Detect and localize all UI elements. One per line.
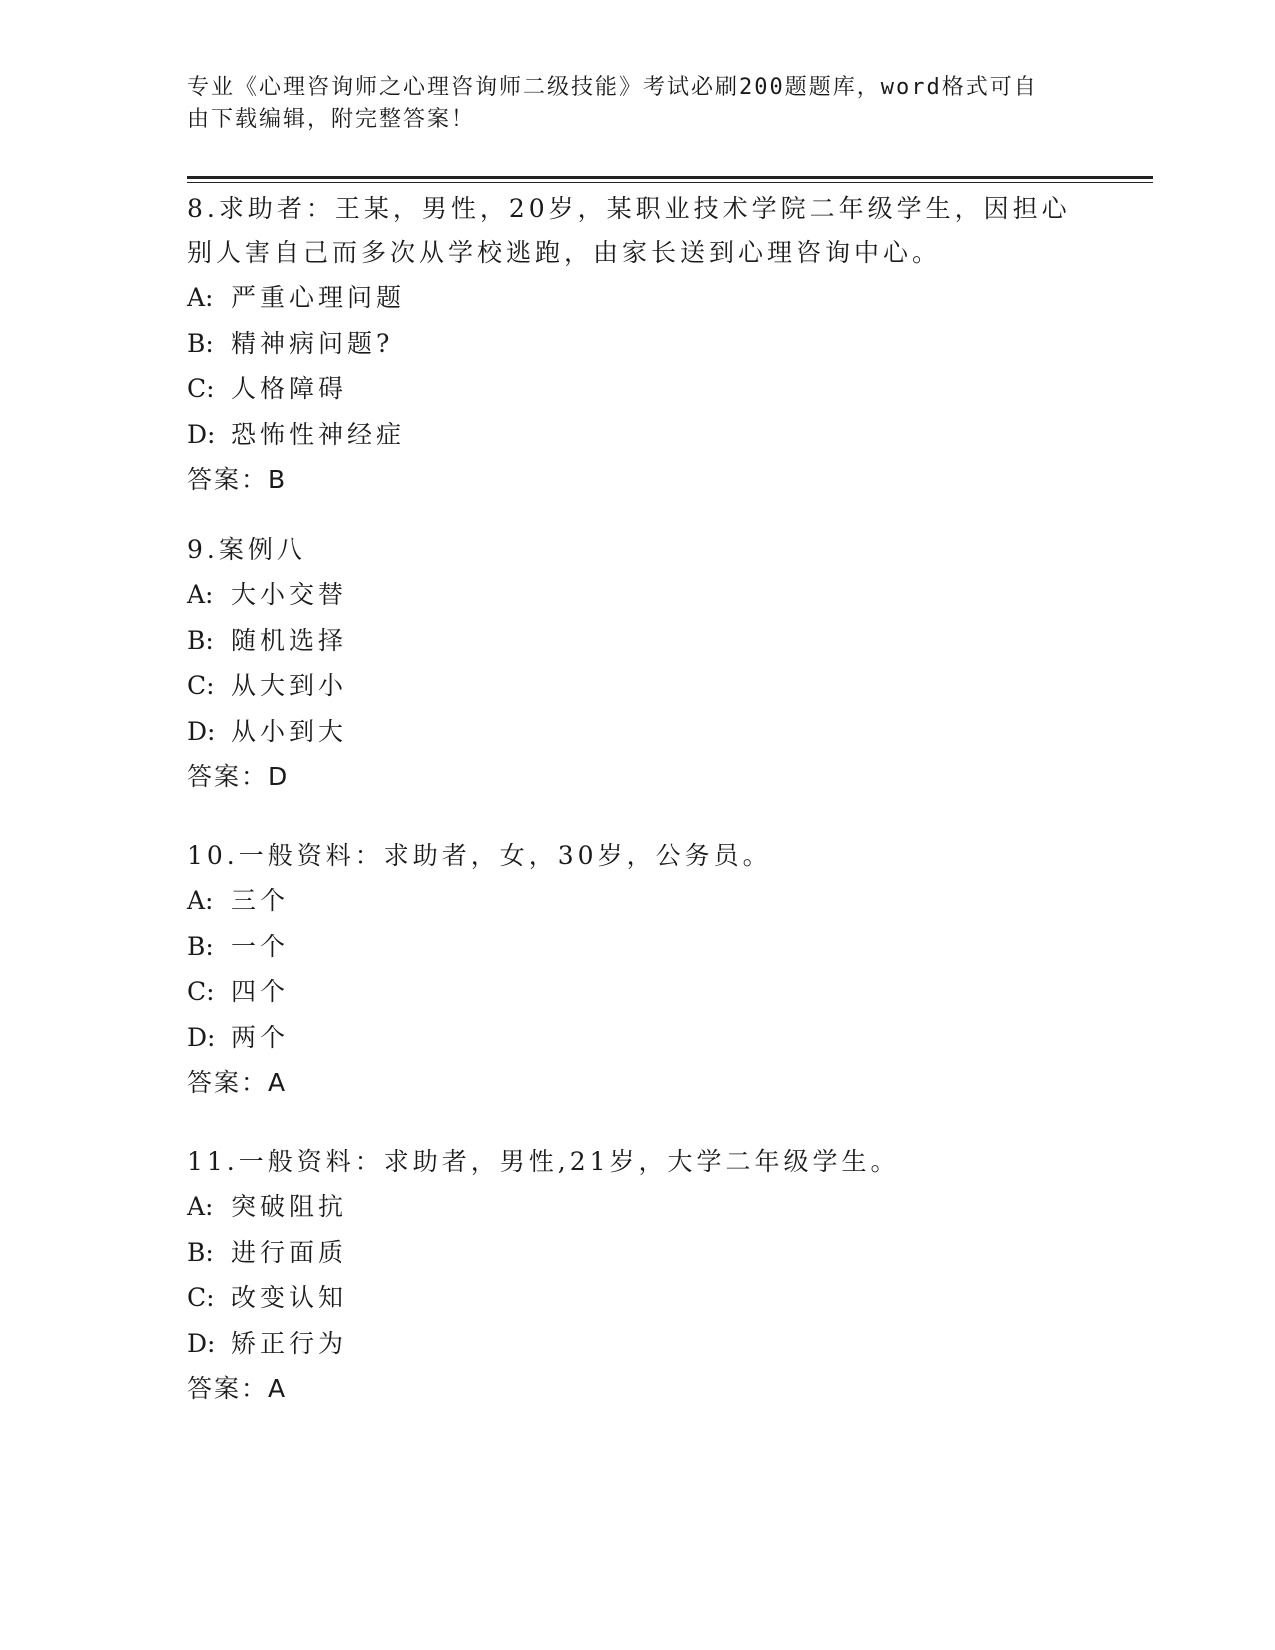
- answer-line: [187, 754, 1087, 799]
- option-d: [187, 1321, 1087, 1367]
- question-stem-line-1: 9.案例八: [187, 535, 306, 564]
- option-c: [187, 663, 1087, 709]
- option-a: [187, 572, 1087, 618]
- option-text: 三个: [231, 886, 290, 915]
- option-text: 人格障碍: [231, 374, 348, 403]
- option-letter: C:: [187, 977, 215, 1006]
- option-text: 从大到小: [231, 671, 348, 700]
- option-text: 四个: [231, 977, 290, 1006]
- answer-label: 答案：: [187, 465, 269, 494]
- option-text: 突破阻抗: [231, 1192, 348, 1221]
- option-c: [187, 366, 1087, 412]
- option-letter: B:: [187, 625, 214, 655]
- option-letter: D:: [187, 716, 216, 746]
- header-line-2: 由下载编辑，附完整答案！: [187, 107, 476, 132]
- option-text: 进行面质: [231, 1237, 348, 1267]
- option-b: [187, 321, 1087, 367]
- option-letter: B:: [187, 1237, 214, 1267]
- option-d: [187, 709, 1087, 755]
- question-11: [187, 1140, 1087, 1411]
- question-stem-line-1: 11.一般资料：求助者，男性,21岁，大学二年级学生。: [187, 1147, 900, 1176]
- option-letter: D:: [187, 1022, 216, 1052]
- option-letter: A:: [187, 1192, 214, 1221]
- option-text: 一个: [231, 931, 290, 961]
- answer-value: B: [268, 465, 287, 494]
- option-text: 随机选择: [231, 625, 348, 655]
- option-text: 矫正行为: [231, 1328, 348, 1358]
- answer-line: [187, 1060, 1087, 1105]
- option-b: [187, 1230, 1087, 1276]
- header-divider-thin: [187, 182, 1153, 183]
- option-b: [187, 924, 1087, 970]
- answer-line: [187, 1366, 1087, 1411]
- option-text: 精神病问题?: [231, 328, 394, 358]
- question-10: [187, 834, 1087, 1105]
- option-letter: D:: [187, 419, 216, 449]
- option-letter: B:: [187, 931, 214, 961]
- answer-value: A: [268, 1374, 287, 1403]
- option-a: [187, 1184, 1087, 1230]
- document-header: [187, 72, 1067, 136]
- option-text: 从小到大: [231, 716, 348, 746]
- question-8: [187, 187, 1087, 502]
- answer-label: 答案：: [187, 1374, 269, 1403]
- option-c: [187, 969, 1087, 1015]
- answer-label: 答案：: [187, 1068, 269, 1097]
- question-stem-line-1: 8.求助者：王某，男性，20岁，某职业技术学院二年级学生，因担心: [187, 194, 1071, 223]
- answer-value: D: [268, 762, 289, 791]
- question-stem-line-2: 别人害自己而多次从学校逃跑，由家长送到心理咨询中心。: [187, 238, 942, 267]
- option-d: [187, 412, 1087, 458]
- option-a: [187, 878, 1087, 924]
- option-letter: A:: [187, 886, 214, 915]
- question-9: [187, 528, 1087, 799]
- option-a: [187, 275, 1087, 321]
- question-stem-line-1: 10.一般资料：求助者，女，30岁，公务员。: [187, 841, 772, 870]
- option-letter: C:: [187, 671, 215, 700]
- option-letter: A:: [187, 580, 214, 609]
- option-text: 大小交替: [231, 580, 348, 609]
- header-line-1: 专业《心理咨询师之心理咨询师二级技能》考试必刷200题题库，word格式可自: [187, 75, 1038, 100]
- option-text: 严重心理问题: [231, 283, 406, 312]
- option-letter: C:: [187, 1283, 215, 1312]
- answer-value: A: [268, 1068, 287, 1097]
- option-letter: D:: [187, 1328, 216, 1358]
- option-letter: B:: [187, 328, 214, 358]
- option-d: [187, 1015, 1087, 1061]
- option-letter: C:: [187, 374, 215, 403]
- option-text: 改变认知: [231, 1283, 348, 1312]
- answer-line: [187, 457, 1087, 502]
- option-b: [187, 618, 1087, 664]
- header-divider-thick: [187, 176, 1153, 179]
- option-c: [187, 1275, 1087, 1321]
- option-text: 两个: [231, 1022, 290, 1052]
- option-letter: A:: [187, 283, 214, 312]
- answer-label: 答案：: [187, 762, 269, 791]
- option-text: 恐怖性神经症: [231, 419, 406, 449]
